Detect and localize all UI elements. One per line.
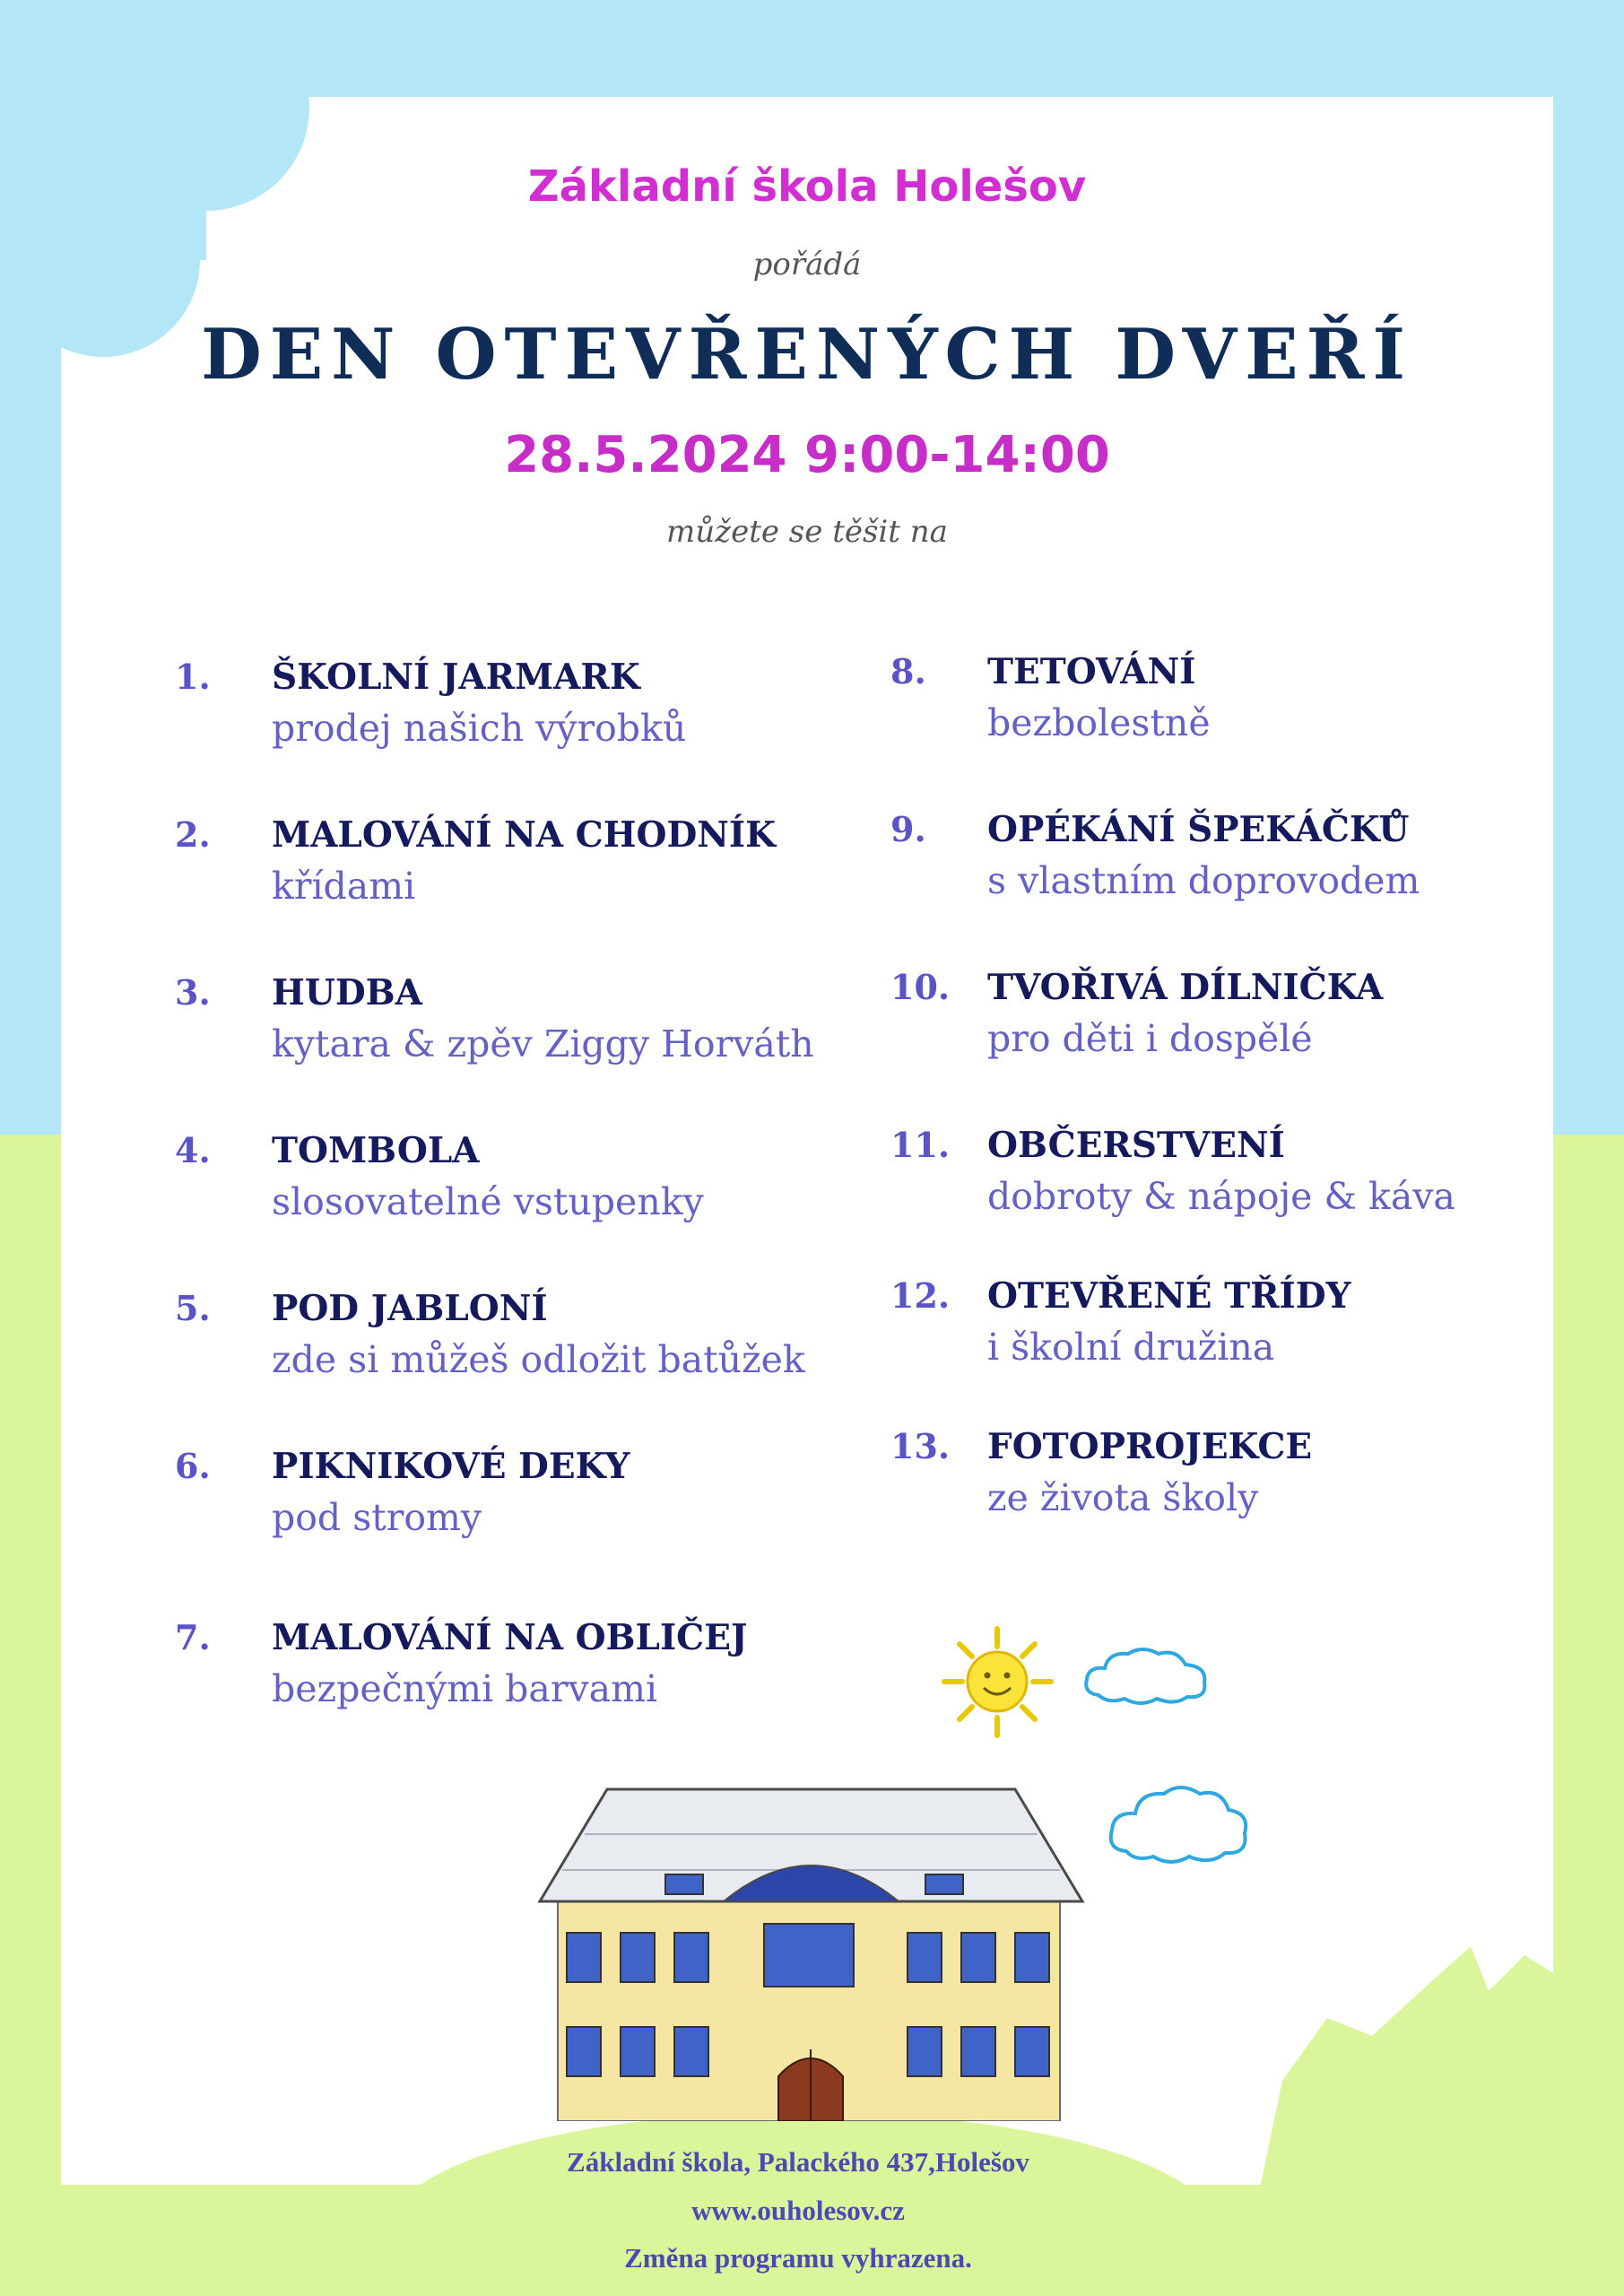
event-title: DEN OTEVŘENÝCH DVEŘÍ <box>201 314 1413 396</box>
program-item-subtitle: ze života školy <box>987 1476 1259 1519</box>
program-item-subtitle: i školní družina <box>987 1326 1275 1369</box>
footer-note: Změna programu vyhrazena. <box>624 2242 972 2274</box>
program-item-subtitle: s vlastním doprovodem <box>987 859 1420 902</box>
program-item-subtitle: prodej našich výrobků <box>272 707 687 750</box>
program-item-subtitle: pro děti i dospělé <box>987 1017 1313 1060</box>
event-datetime: 28.5.2024 9:00-14:00 <box>504 426 1110 484</box>
program-item-title: MALOVÁNÍ NA CHODNÍK <box>272 814 777 856</box>
program-item-number: 5. <box>175 1288 211 1328</box>
program-item-subtitle: pod stromy <box>272 1496 482 1539</box>
program-item-title: FOTOPROJEKCE <box>987 1426 1313 1467</box>
program-item-number: 4. <box>175 1130 211 1170</box>
program-item-subtitle: dobroty & nápoje & káva <box>987 1175 1455 1218</box>
program-item-subtitle: bezbolestně <box>987 701 1211 744</box>
look-forward-label: můžete se těšit na <box>666 514 948 550</box>
program-item-number: 10. <box>890 967 951 1007</box>
program-item-title: OPÉKÁNÍ ŠPEKÁČKŮ <box>987 809 1410 850</box>
program-item-title: TOMBOLA <box>272 1130 480 1171</box>
program-item-number: 3. <box>175 972 211 1013</box>
program-item-number: 13. <box>890 1426 951 1466</box>
organizes-label: pořádá <box>752 247 862 283</box>
program-item-subtitle: bezpečnými barvami <box>272 1667 658 1710</box>
program-item-subtitle: slosovatelné vstupenky <box>272 1180 704 1223</box>
program-item-number: 2. <box>175 814 211 855</box>
program-item-title: TVOŘIVÁ DÍLNIČKA <box>987 967 1384 1008</box>
program-item-number: 8. <box>890 651 926 691</box>
program-item-number: 1. <box>175 657 211 697</box>
program-item-subtitle: kytara & zpěv Ziggy Horváth <box>272 1022 814 1065</box>
program-item-subtitle: křídami <box>272 865 416 908</box>
program-item-number: 12. <box>890 1275 951 1316</box>
program-item-title: OTEVŘENÉ TŘÍDY <box>987 1275 1351 1317</box>
footer-website[interactable]: www.ouholesov.cz <box>691 2195 905 2226</box>
program-item-number: 7. <box>175 1617 211 1657</box>
program-item-number: 6. <box>175 1446 211 1486</box>
program-item-title: HUDBA <box>272 972 422 1013</box>
program-item-number: 11. <box>890 1125 951 1165</box>
program-item-title: TETOVÁNÍ <box>987 651 1196 692</box>
footer-address: Základní škola, Palackého 437,Holešov <box>567 2146 1029 2178</box>
school-name: Základní škola Holešov <box>527 161 1087 212</box>
program-item-number: 9. <box>890 809 926 849</box>
program-item-title: MALOVÁNÍ NA OBLIČEJ <box>272 1617 748 1658</box>
program-item-title: ŠKOLNÍ JARMARK <box>272 657 640 698</box>
program-item-title: PIKNIKOVÉ DEKY <box>272 1446 630 1487</box>
program-item-subtitle: zde si můžeš odložit batůžek <box>272 1338 805 1381</box>
school-building-drawing <box>531 1780 1090 2121</box>
program-item-title: POD JABLONÍ <box>272 1288 548 1329</box>
program-item-title: OBČERSTVENÍ <box>987 1125 1285 1166</box>
